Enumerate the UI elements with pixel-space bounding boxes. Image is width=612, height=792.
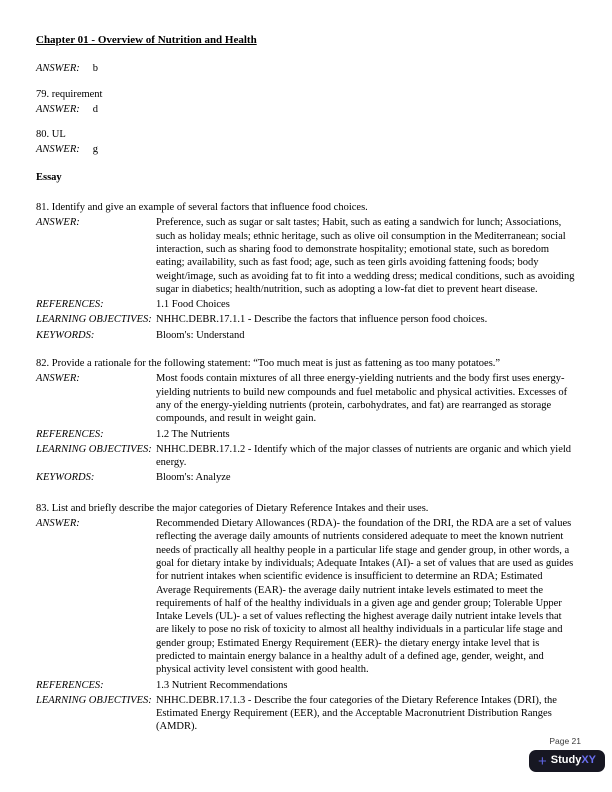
answer-row: [36, 216, 576, 296]
chapter-title: Chapter 01 - Overview of Nutrition and Health: [36, 34, 257, 46]
answer-line: [36, 103, 576, 116]
keywords-row: [36, 471, 576, 484]
answer-label: ANSWER:: [36, 63, 80, 75]
references-text: 1.3 Nutrient Recommendations: [156, 679, 288, 691]
matching-term: requirement: [51, 88, 103, 100]
answer-label: ANSWER:: [36, 518, 80, 530]
matching-term-line: [36, 128, 576, 141]
answer-row: [36, 517, 576, 677]
references-text: 1.2 The Nutrients: [156, 428, 230, 440]
objectives-label: LEARNING OBJECTIVES:: [36, 314, 152, 326]
answer-label: ANSWER:: [36, 144, 80, 156]
answer-value: d: [92, 103, 98, 115]
answer-text: Most foods contain mixtures of all three energy-yielding nutrients and the body first uses energy-yielding nutrients to build new compounds and fuel metabolic and physical activities. Excesses of any of the energy-yielding nutrients (protein, carbohydrates, and fat) are rearranged as storage compounds, and result in weight gain.: [156, 373, 568, 425]
essay-question: [36, 201, 576, 342]
answer-label: ANSWER:: [36, 373, 80, 385]
references-row: [36, 428, 576, 441]
matching-item: [36, 128, 576, 157]
question-number: 81.: [36, 202, 50, 214]
logo-brand-xy: XY: [581, 754, 596, 767]
answer-value: g: [92, 144, 98, 156]
references-label: REFERENCES:: [36, 679, 104, 691]
references-label: REFERENCES:: [36, 299, 104, 311]
question-number: 82.: [36, 358, 50, 370]
answer-text: Preference, such as sugar or salt tastes; Habit, such as eating a sandwich for lunch; Associations, such as holiday meals; ethnic heritage, such as olive oil consumption in the Mediterranean; social interaction, such as sharing food to demonstrate hospitality; emotional state, such as boredom eating; availability, such as fast food; age, such as teen girls avoiding fattening foods; body weight/image, such as avoiding fat to fit into a wedding dress; medical conditions, such as avoiding sugar in diabetics; health/nutrition, such as adopting a low-fat diet to prevent heart disease.: [156, 217, 575, 295]
answer-label: ANSWER:: [36, 217, 80, 229]
question-text: Provide a rationale for the following statement: “Too much meat is just as fattening as too many potatoes.”: [51, 358, 501, 370]
answer-label: ANSWER:: [36, 103, 80, 115]
keywords-label: KEYWORDS:: [36, 472, 95, 484]
references-row: [36, 679, 576, 692]
keywords-label: KEYWORDS:: [36, 329, 95, 341]
keywords-text: Bloom's: Analyze: [156, 472, 231, 484]
answer-text: Recommended Dietary Allowances (RDA)- the foundation of the DRI, the RDA are a set of values reflecting the average daily amounts of nutrients considered adequate to meet the known nutrient needs of practically all healthy people in a particular life stage and gender group, in other words, a goal for dietary intake by individuals; Adequate Intakes (AI)- a set of values that are used as guides for nutrient intakes when scientific evidence is insufficient to determine an RDA; Estimated Average Requirements (EAR)- the average daily nutrient intake levels estimated to meet the requirements of half of the healthy individuals in a given age and gender group; Tolerable Upper Intake Levels (UL)- a set of values reflecting the highest average daily nutrient intake levels that are likely to pose no risk of toxicity to almost all healthy individuals in a particular life stage and gender group; Estimated Energy Requirement (EER)- the dietary energy intake level that is predicted to maintain energy balance in a healthy adult of a defined age, gender, weight, and physical activity level consistent with good health.: [156, 518, 574, 676]
matching-term-line: [36, 88, 576, 101]
question-number: 83.: [36, 502, 50, 514]
question-number: 79.: [36, 88, 50, 100]
question-text-line: [36, 201, 576, 214]
keywords-row: [36, 329, 576, 342]
question-text-line: [36, 357, 576, 370]
objectives-text: NHHC.DEBR.17.1.2 - Identify which of the major classes of nutrients are organic and which yield energy.: [156, 443, 572, 469]
answer-value: b: [92, 63, 98, 75]
objectives-label: LEARNING OBJECTIVES:: [36, 694, 152, 706]
matching-term: UL: [51, 129, 66, 141]
essay-question: [36, 502, 576, 734]
matching-item: [36, 88, 576, 117]
page-number-label: Page 21: [549, 736, 581, 746]
question-text: List and briefly describe the major categories of Dietary Reference Intakes and their uses.: [51, 502, 429, 514]
question-number: 80.: [36, 129, 50, 141]
answer-row: [36, 372, 576, 425]
intro-answer-line: [36, 62, 576, 75]
objectives-text: NHHC.DEBR.17.1.1 - Describe the factors that influence person food choices.: [156, 314, 488, 326]
question-text-line: [36, 502, 576, 515]
references-label: REFERENCES:: [36, 428, 104, 440]
plus-icon: +: [537, 752, 547, 770]
objectives-label: LEARNING OBJECTIVES:: [36, 443, 152, 455]
keywords-text: Bloom's: Understand: [156, 329, 245, 341]
objectives-text: NHHC.DEBR.17.1.3 - Describe the four categories of the Dietary Reference Intakes (DRI), the Estimated Energy Requirement (EER), and the Acceptable Macronutrient Distribution Ranges (AMDR).: [156, 694, 557, 733]
section-heading-essay: Essay: [36, 171, 62, 183]
references-text: 1.1 Food Choices: [156, 299, 230, 311]
objectives-row: [36, 694, 576, 734]
logo-brand-study: Study: [550, 754, 582, 767]
objectives-row: [36, 313, 576, 326]
objectives-row: [36, 443, 576, 470]
answer-line: [36, 143, 576, 156]
question-text: Identify and give an example of several factors that influence food choices.: [51, 202, 368, 214]
references-row: [36, 298, 576, 311]
essay-question: [36, 357, 576, 485]
studyxy-logo: [529, 750, 605, 772]
